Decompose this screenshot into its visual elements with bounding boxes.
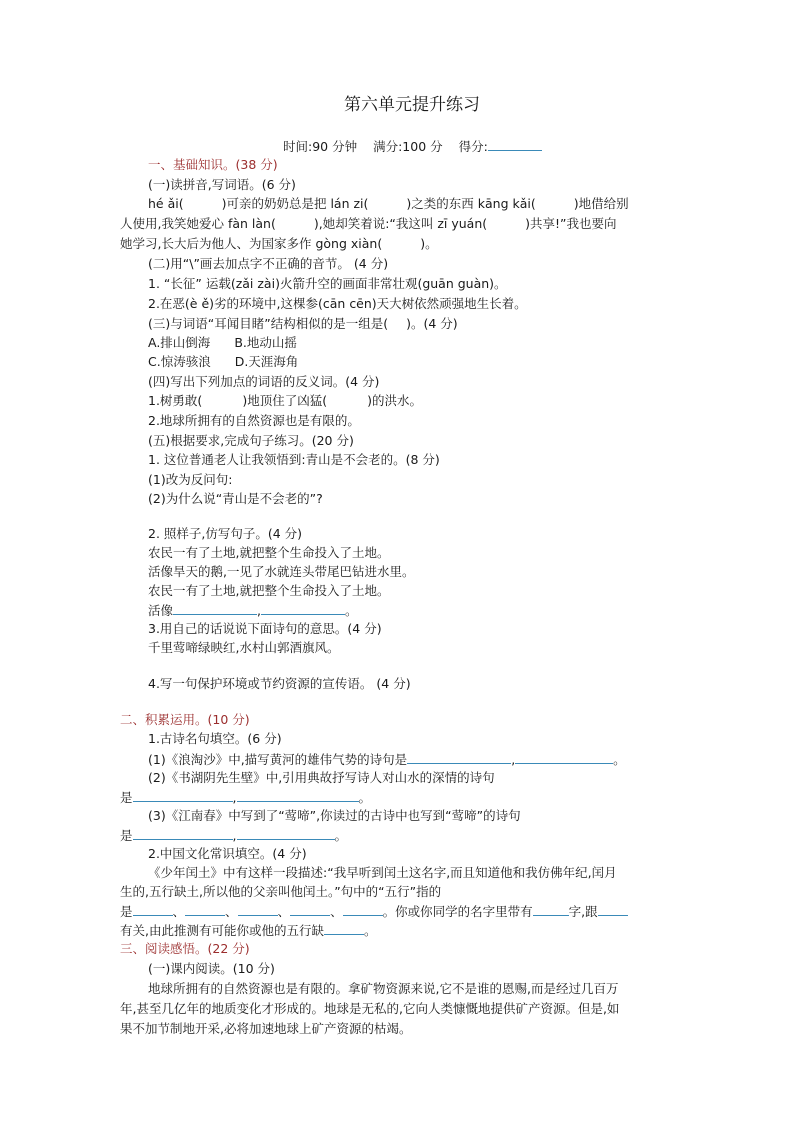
reading-text-line-3: 果不加节制地开采,必将加速地球上矿产资源的枯竭。 xyxy=(120,1021,412,1036)
poem-blank-2[interactable] xyxy=(515,751,613,764)
part-4-item-2: 2.地球所拥有的自然资源也是有限的。 xyxy=(148,413,360,428)
part-3-options-row-1 xyxy=(148,335,297,351)
exam-meta xyxy=(283,138,542,155)
element-blank-3[interactable] xyxy=(238,903,278,916)
s2-q1b: (2)《书湖阴先生壁》中,引用典故抒写诗人对山水的深情的诗句 xyxy=(148,770,495,785)
part-4-item-1: 1.树勇敢( )地顶住了凶猛( )的洪水。 xyxy=(148,393,422,408)
part-5-q1: 1. 这位普通老人让我领悟到:青山是不会老的。(8 分) xyxy=(148,452,440,467)
pinyin-line-3: 她学习,长大后为他人、为国家多作 gòng xiàn( )。 xyxy=(120,236,438,251)
score-blank[interactable] xyxy=(488,138,542,151)
poem-blank-3[interactable] xyxy=(133,789,233,802)
s2-q1: 1.古诗名句填空。(6 分) xyxy=(148,731,282,746)
s2-q2-line-3: 是 、 、 、 、 。你或你同学的名字里带有 字,跟 xyxy=(120,903,628,920)
part-5-q2-line-2: 活像旱天的鹅,一见了水就连头带尾巴钻进水里。 xyxy=(148,564,415,579)
name-char-blank[interactable] xyxy=(533,903,569,916)
option-a[interactable]: A.排山倒海 xyxy=(148,335,211,350)
poem-blank-5[interactable] xyxy=(133,827,233,840)
s2-q1c-answer: 是 , 。 xyxy=(120,828,348,843)
reading-text-line-2: 年,甚至几亿年的地质变化才形成的。地球是无私的,它向人类慷慨地提供矿产资源。但是,如 xyxy=(120,1001,620,1016)
part-5-q2-line-3: 农民一有了土地,就把整个生命投入了土地。 xyxy=(148,583,390,598)
element-blank-2[interactable] xyxy=(185,903,225,916)
element-blank-5[interactable] xyxy=(343,903,383,916)
part-3-options-row-2 xyxy=(148,354,298,370)
poem-blank-1[interactable] xyxy=(407,751,511,764)
option-d[interactable]: D.天涯海角 xyxy=(234,354,299,369)
part-5-heading: (五)根据要求,完成句子练习。(20 分) xyxy=(148,433,354,448)
pinyin-line-1: hé ǎi( )可亲的奶奶总是把 lán zi( )之类的东西 kāng kǎi( )地借给别 xyxy=(148,196,629,211)
section-1-heading: 一、基础知识。(38 分) xyxy=(148,157,278,172)
pinyin-line-2: 人使用,我笑她爱心 fàn làn( ),她却笑着说:“我这叫 zī yuán( )共享!”我也要向 xyxy=(120,216,617,231)
time-limit: 时间:90 分钟 xyxy=(283,139,358,154)
part-5-q1a: (1)改为反问句: xyxy=(148,472,233,487)
option-b[interactable]: B.地动山摇 xyxy=(234,335,297,350)
part-2-item-2: 2.在恶(è ě)劣的环境中,这棵参(cān cēn)天大树依然顽强地生长着。 xyxy=(148,296,527,311)
reading-text-line-1: 地球所拥有的自然资源也是有限的。拿矿物资源来说,它不是谁的恩赐,而是经过几百万 xyxy=(148,981,619,996)
part-2-item-1: 1. “长征” 运载(zǎi zài)火箭升空的画面非常壮观(guān guàn)。 xyxy=(148,276,507,291)
part-5-q3: 3.用自己的话说说下面诗句的意思。(4 分) xyxy=(148,621,382,636)
relation-blank[interactable] xyxy=(598,903,628,916)
imitation-blank-1[interactable] xyxy=(173,602,257,615)
part-1-heading: (一)读拼音,写词语。(6 分) xyxy=(148,177,296,192)
element-blank-1[interactable] xyxy=(133,903,173,916)
option-c[interactable]: C.惊涛骇浪 xyxy=(148,354,211,369)
part-5-q2-line-4: 活像 , 。 xyxy=(148,603,358,618)
s2-q2-line-2: 生的,五行缺土,所以他的父亲叫他闰土。”句中的“五行”指的 xyxy=(120,884,442,899)
score-label: 得分: xyxy=(458,139,488,154)
s2-q1c: (3)《江南春》中写到了“莺啼”,你读过的古诗中也写到“莺啼”的诗句 xyxy=(148,808,521,823)
section-3-heading: 三、阅读感悟。(22 分) xyxy=(120,941,250,956)
part-2-heading: (二)用“\”画去加点字不正确的音节。 (4 分) xyxy=(148,256,389,271)
s2-q1a: (1)《浪淘沙》中,描写黄河的雄伟气势的诗句是 , 。 xyxy=(148,752,626,767)
full-score: 满分:100 分 xyxy=(373,139,443,154)
page-title: 第六单元提升练习 xyxy=(344,95,480,115)
imitation-blank-2[interactable] xyxy=(261,602,345,615)
s2-q2-line-1: 《少年闰土》中有这样一段描述:“我早听到闰土这名字,而且知道他和我仿佛年纪,闰月 xyxy=(148,865,617,880)
part-5-q1b: (2)为什么说“青山是不会老的”? xyxy=(148,491,323,506)
poem-blank-6[interactable] xyxy=(237,827,335,840)
part-3-heading: (三)与词语“耳闻目睹”结构相似的是一组是( )。(4 分) xyxy=(148,316,458,331)
part-5-q2: 2. 照样子,仿写句子。(4 分) xyxy=(148,526,303,541)
part-5-q2-line-1: 农民一有了土地,就把整个生命投入了土地。 xyxy=(148,545,390,560)
missing-element-blank[interactable] xyxy=(324,922,364,935)
part-5-q3-poem: 千里莺啼绿映红,水村山郭酒旗风。 xyxy=(148,640,340,655)
part-5-q4: 4.写一句保护环境或节约资源的宣传语。 (4 分) xyxy=(148,676,411,691)
element-blank-4[interactable] xyxy=(290,903,330,916)
section-2-heading: 二、积累运用。(10 分) xyxy=(120,712,250,727)
s3-part-1-heading: (一)课内阅读。(10 分) xyxy=(148,961,275,976)
part-4-heading: (四)写出下列加点的词语的反义词。(4 分) xyxy=(148,374,380,389)
s2-q2-line-4: 有关,由此推测有可能你或他的五行缺 。 xyxy=(120,923,377,938)
s2-q1b-answer: 是 , 。 xyxy=(120,790,372,805)
s2-q2: 2.中国文化常识填空。(4 分) xyxy=(148,846,307,861)
poem-blank-4[interactable] xyxy=(237,789,359,802)
